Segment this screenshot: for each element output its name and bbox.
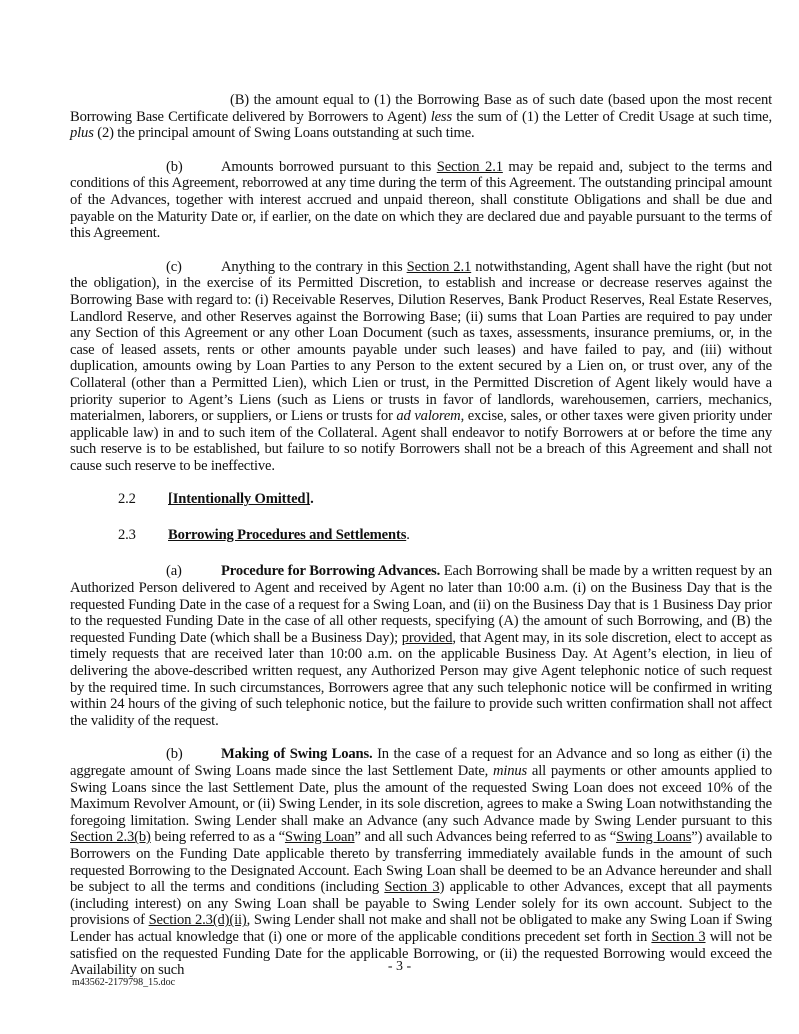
paragraph-2-3-b [70, 746, 772, 978]
document-id: m43562-2179798_15.doc [72, 977, 176, 988]
text: (2) the principal amount of Swing Loans outstanding at such time. [93, 125, 475, 142]
section-reference-link[interactable]: Section 2.1 [406, 258, 472, 275]
section-title-suffix: . [310, 491, 314, 508]
section-number: 2.3 [118, 527, 136, 544]
section-number: 2.2 [118, 491, 136, 508]
section-title: Borrowing Procedures and Settlements [168, 527, 407, 544]
paragraph-label: (c) [166, 258, 182, 275]
page-number: - 3 - [387, 959, 412, 974]
paragraph-label: (b) [166, 158, 183, 175]
section-reference-link[interactable]: Section 2.3(d)(ii) [148, 912, 247, 929]
italic-plus: plus [70, 125, 94, 142]
section-heading-2-3 [70, 527, 772, 544]
paragraph-2-1-b [70, 159, 772, 242]
section-reference-link[interactable]: Section 2.1 [436, 158, 503, 175]
italic-minus: minus [492, 763, 528, 779]
subsection-heading: Procedure for Borrowing Advances. [221, 563, 441, 580]
text: , excise, sales, or other taxes were given priority under applicable law) in and to such item of the Collateral. Agent shall endeavor to notify Borrowers at or before the time any such reserve is to be established, but failure to so notify Borrowers shall not be a breach of this Agreement and shall not cause such reserve to be ineffective. [70, 408, 772, 474]
text: the sum of (1) the Letter of Credit Usage at such time, [452, 108, 772, 125]
text: (B) the amount equal to (1) the Borrowing Base as of such date (based upon the most recent Borrowing Base Certificate delivered by Borrowers to Agent) [70, 92, 772, 125]
paragraph-2-1-c [70, 259, 772, 475]
paragraph-label: (b) [166, 746, 183, 763]
paragraph-label: (a) [166, 563, 182, 580]
text: notwithstanding, Agent shall have the right (but not the obligation), in the exercise of its Permitted Discretion, to establish and increase or decrease reserves against the Borrowing Base with regard to: (i) Receivable Reserves, Dilution Reserves, Bank Product Reserves, Real Estate Reserves, Landlord Reserve, and other Reserves against the Borrowing Base; (ii) sums that Loan Parties are required to pay under any Section of this Agreement or any other Loan Document (such as taxes, assessments, insurance premiums, or, in the case of leased assets, rents or other amounts payable under such leases) and have failed to pay, and (iii) without duplication, amounts owing by Loan Parties to any Person to the extent secured by a Lien on, or trust over, any of the Collateral (other than a Permitted Lien), which Lien or trust, in the Permitted Discretion of Agent likely would have a priority superior to Agent’s Liens (such as Liens or trusts in favor of landlords, warehousemen, carriers, mechanics, materialmen, laborers, or suppliers, or Liens or trusts for [70, 258, 773, 425]
text: will not be satisfied on the requested Funding Date for the applicable Borrowing, or (ii) the requested Borrowing would exceed the Availability on such [70, 928, 773, 979]
section-title-wrap [168, 527, 410, 544]
defined-term-swing-loan: Swing Loan [284, 829, 355, 846]
text: , that Agent may, in its sole discretion, elect to accept as timely requests that are received later than 10:00 a.m. on the applicable Business Day. At Agent’s election, in lieu of delivering the above-described written request, any Authorized Person may give Agent telephonic notice of such request by the required time. In such circumstances, Borrowers agree that any such telephonic notice will be confirmed in writing within 24 hours of the giving of such telephonic notice, but the failure to provide such written confirmation shall not affect the validity of the request. [70, 629, 772, 729]
text: Amounts borrowed pursuant to this [221, 158, 437, 175]
italic-ad-valorem: ad valorem [396, 408, 461, 425]
underlined-provided: provided [401, 629, 453, 646]
section-heading-2-2 [70, 491, 772, 508]
text: all payments or other amounts applied to Swing Loans since the last Settlement Date, plus the amount of the requested Swing Loan does not exceed 10% of the Maximum Revolver Amount, or (ii) Swing Lender, in its sole discretion, agrees to make a Swing Loan notwithstanding the foregoing limitation. Swing Lender shall make an Advance (any such Advance made by Swing Lender pursuant to this [70, 763, 772, 829]
text: Each Borrowing shall be made by a written request by an Authorized Person delivered to Agent and received by Agent no later than 10:00 a.m. (i) on the Business Day that is the requested Funding Date in the case of a request for a Swing Loan, and (ii) on the Business Day that is 1 Business Day prior to the requested Funding Date in the case of all other requests, specifying (A) the amount of such Borrowing, and (B) the requested Funding Date (which shall be a Business Day); [70, 563, 772, 646]
section-title-wrap [168, 491, 314, 508]
subsection-heading: Making of Swing Loans. [221, 746, 373, 763]
text: being referred to as a “ [150, 829, 285, 846]
italic-less: less [430, 108, 452, 125]
section-reference-link[interactable]: Section 2.3(b) [70, 829, 151, 846]
section-title: [Intentionally Omitted] [168, 491, 311, 508]
section-title-suffix: . [406, 527, 410, 544]
text: In the case of a request for an Advance and so long as either (i) the aggregate amount of Swing Loans made since the last Settlement Date, [70, 746, 772, 779]
section-reference-link[interactable]: Section 3 [651, 928, 706, 945]
paragraph-borrowing-base-B [70, 92, 772, 142]
paragraph-2-3-a [70, 563, 772, 729]
text: ) applicable to other Advances, except that all payments (including interest) on any Swing Loan shall be payable to Swing Lender solely for its own account. Subject to the provisions of [70, 879, 772, 929]
text: , Swing Lender shall not make and shall not be obligated to make any Swing Loan if Swing Lender has actual knowledge that (i) one or more of the applicable conditions precedent set forth in [70, 912, 773, 945]
document-page [70, 92, 772, 979]
section-reference-link[interactable]: Section 3 [384, 879, 440, 896]
text: ” and all such Advances being referred to as “ [354, 829, 617, 846]
text: may be repaid and, subject to the terms and conditions of this Agreement, reborrowed at any time during the term of this Agreement. The outstanding principal amount of the Advances, together with interest accrued and unpaid thereon, shall constitute Obligations and shall be due and payable on the Maturity Date or, if earlier, on the date on which they are declared due and payable pursuant to the terms of this Agreement. [70, 158, 772, 242]
text: ”) available to Borrowers on the Funding Date applicable thereto by transferring immediately available funds in the amount of such requested Borrowing to the Designated Account. Each Swing Loan shall be deemed to be an Advance hereunder and shall be subject to all the terms and conditions (including [70, 829, 772, 896]
text: Anything to the contrary in this [221, 258, 407, 275]
defined-term-swing-loans: Swing Loans [616, 829, 692, 846]
